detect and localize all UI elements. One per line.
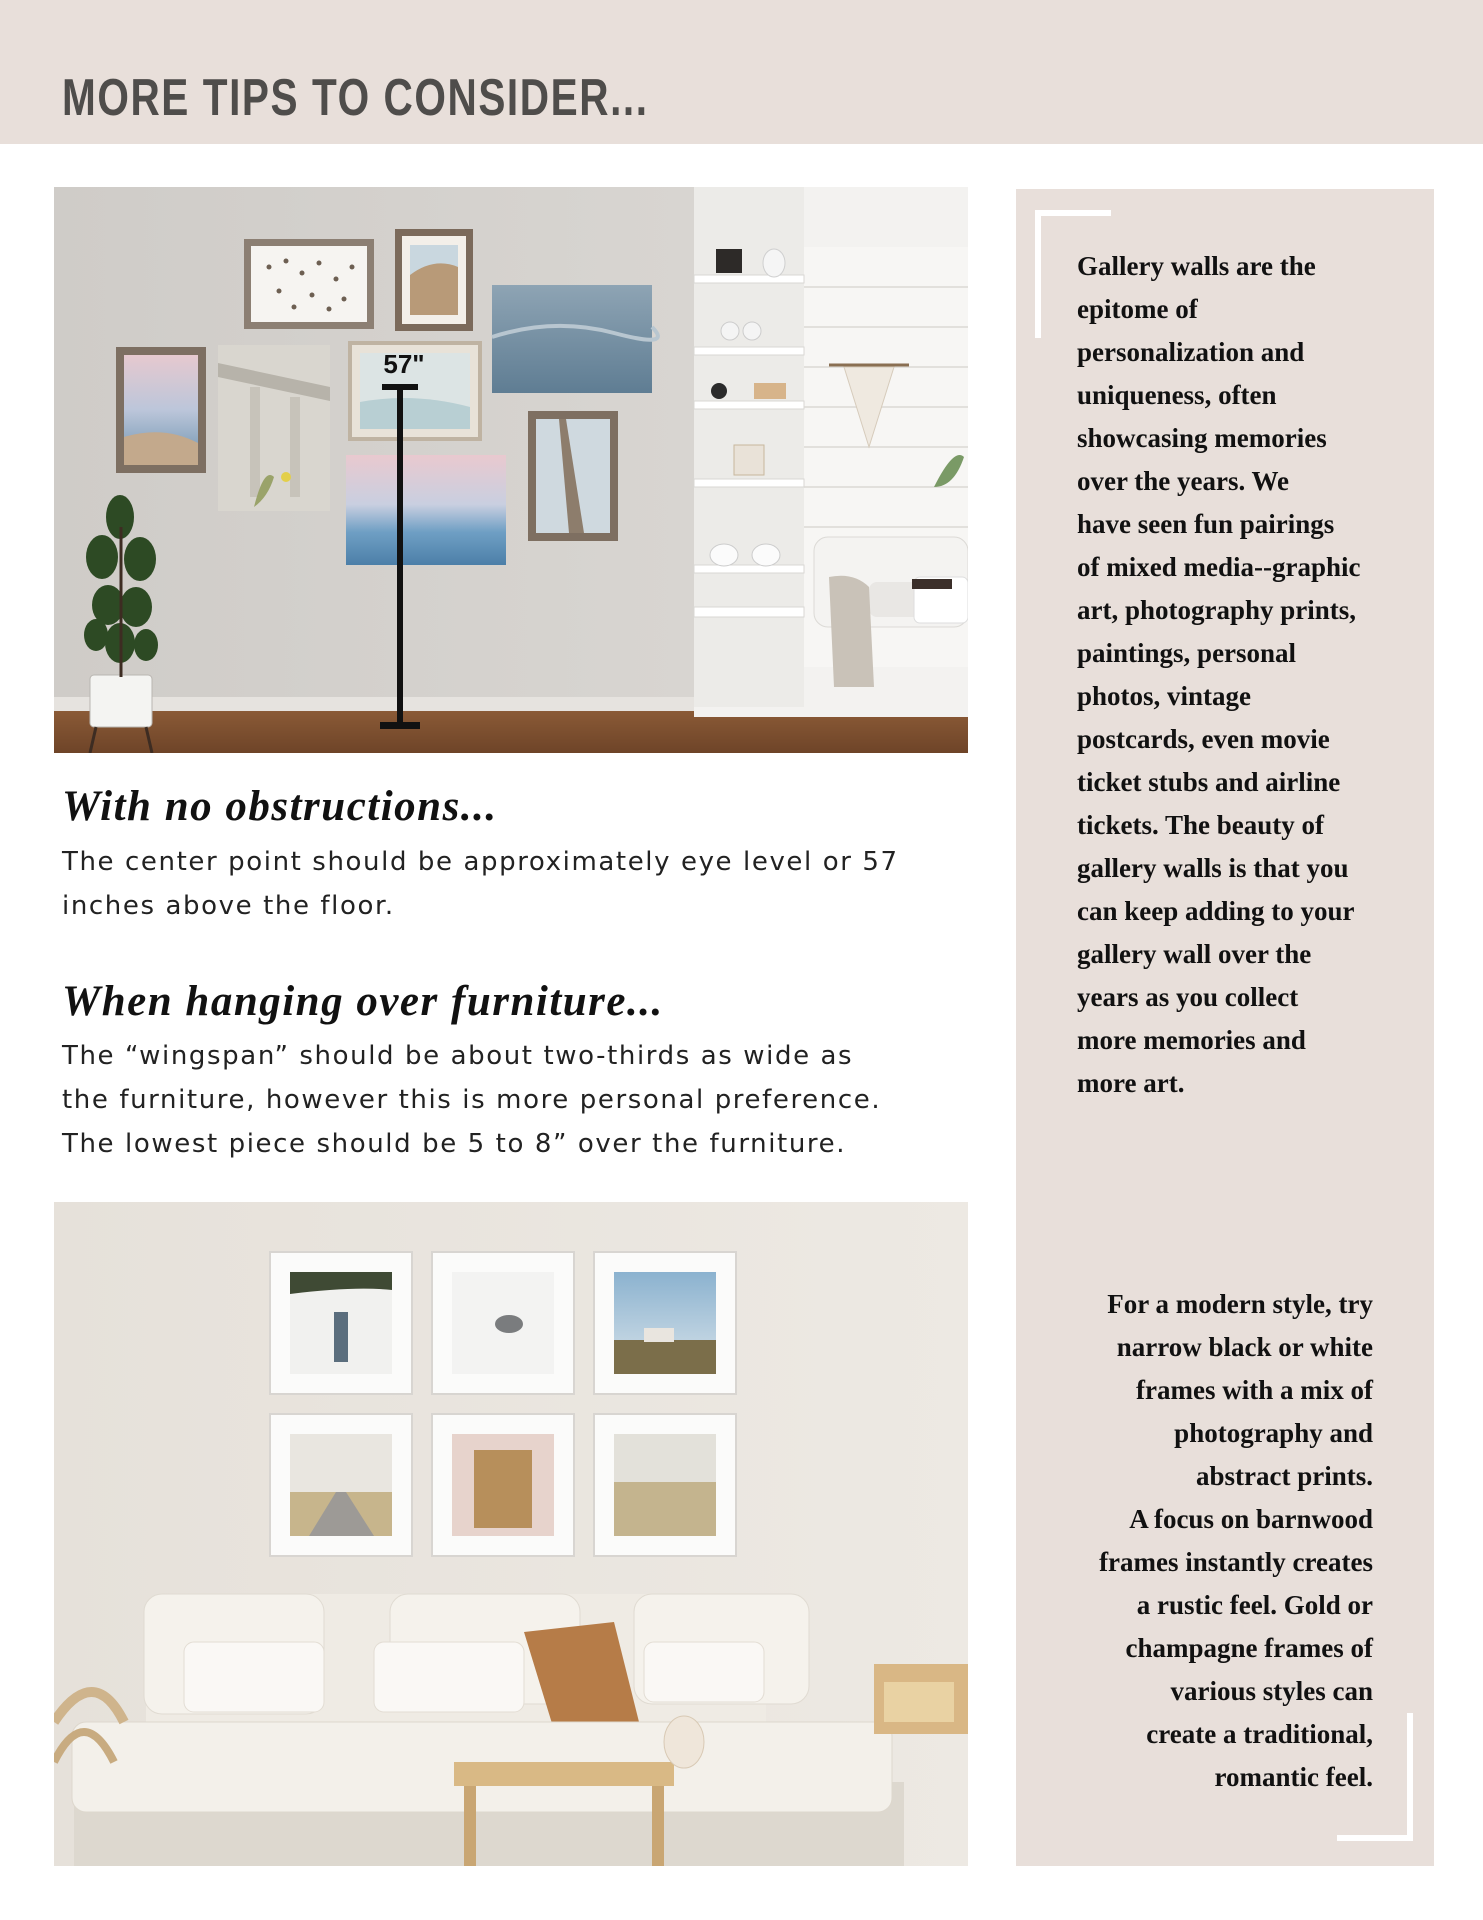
quote-line: Gallery walls are the xyxy=(1077,251,1316,281)
quote-line: gallery walls is that you xyxy=(1077,853,1349,883)
quote-line: gallery wall over the xyxy=(1077,939,1312,969)
quote-line: abstract prints. xyxy=(1196,1461,1373,1491)
quote-line: of mixed media--graphic xyxy=(1077,552,1361,582)
quote-line: a rustic feel. Gold or xyxy=(1136,1590,1373,1620)
quote-line: postcards, even movie xyxy=(1077,724,1330,754)
paragraph-line: The “wingspan” should be about two-thirds as wide as xyxy=(62,1041,854,1071)
quote-line: photos, vintage xyxy=(1077,681,1252,711)
quote-line: epitome of xyxy=(1077,294,1198,324)
quote-line: paintings, personal xyxy=(1077,638,1297,668)
quote-line: ticket stubs and airline xyxy=(1077,767,1341,797)
sofa-gallery-photo xyxy=(54,1202,968,1866)
quote-line: A focus on barnwood xyxy=(1129,1504,1373,1534)
quote-line: over the years. We xyxy=(1077,466,1289,496)
gallery-wall-photo xyxy=(54,187,968,753)
page-title: MORE TIPS TO CONSIDER... xyxy=(62,69,649,127)
quote-line: personalization and xyxy=(1077,337,1305,367)
sidebar-quote-gallery-walls xyxy=(1077,245,1360,1105)
quote-line: romantic feel. xyxy=(1214,1762,1373,1792)
quote-line: frames instantly creates xyxy=(1099,1547,1373,1577)
quote-line: more art. xyxy=(1077,1068,1185,1098)
paragraph-line: the furniture, however this is more personal preference. xyxy=(62,1085,882,1115)
paragraph-line: The lowest piece should be 5 to 8” over the furniture. xyxy=(62,1129,847,1159)
quote-line: can keep adding to your xyxy=(1077,896,1355,926)
quote-line: narrow black or white xyxy=(1116,1332,1373,1362)
paragraph-no-obstructions xyxy=(62,840,982,928)
quote-line: have seen fun pairings xyxy=(1077,509,1335,539)
quote-line: create a traditional, xyxy=(1146,1719,1373,1749)
paragraph-line: inches above the floor. xyxy=(62,891,395,921)
quote-line: uniqueness, often xyxy=(1077,380,1277,410)
quote-line: photography and xyxy=(1174,1418,1373,1448)
quote-line: tickets. The beauty of xyxy=(1077,810,1324,840)
paragraph-line: The center point should be approximately eye level or 57 xyxy=(62,847,899,877)
quote-line: For a modern style, try xyxy=(1107,1289,1373,1319)
heading-no-obstructions: With no obstructions... xyxy=(62,783,498,830)
quote-line: various styles can xyxy=(1170,1676,1373,1706)
quote-line: champagne frames of xyxy=(1125,1633,1373,1663)
sidebar-quote-frame-styles xyxy=(1099,1283,1373,1799)
measurement-label: 57" xyxy=(383,349,425,379)
paragraph-over-furniture xyxy=(62,1034,982,1166)
quote-line: frames with a mix of xyxy=(1136,1375,1373,1405)
heading-over-furniture: When hanging over furniture... xyxy=(62,978,664,1025)
quote-line: showcasing memories xyxy=(1077,423,1327,453)
quote-line: years as you collect xyxy=(1077,982,1299,1012)
quote-line: art, photography prints, xyxy=(1077,595,1357,625)
quote-line: more memories and xyxy=(1077,1025,1306,1055)
